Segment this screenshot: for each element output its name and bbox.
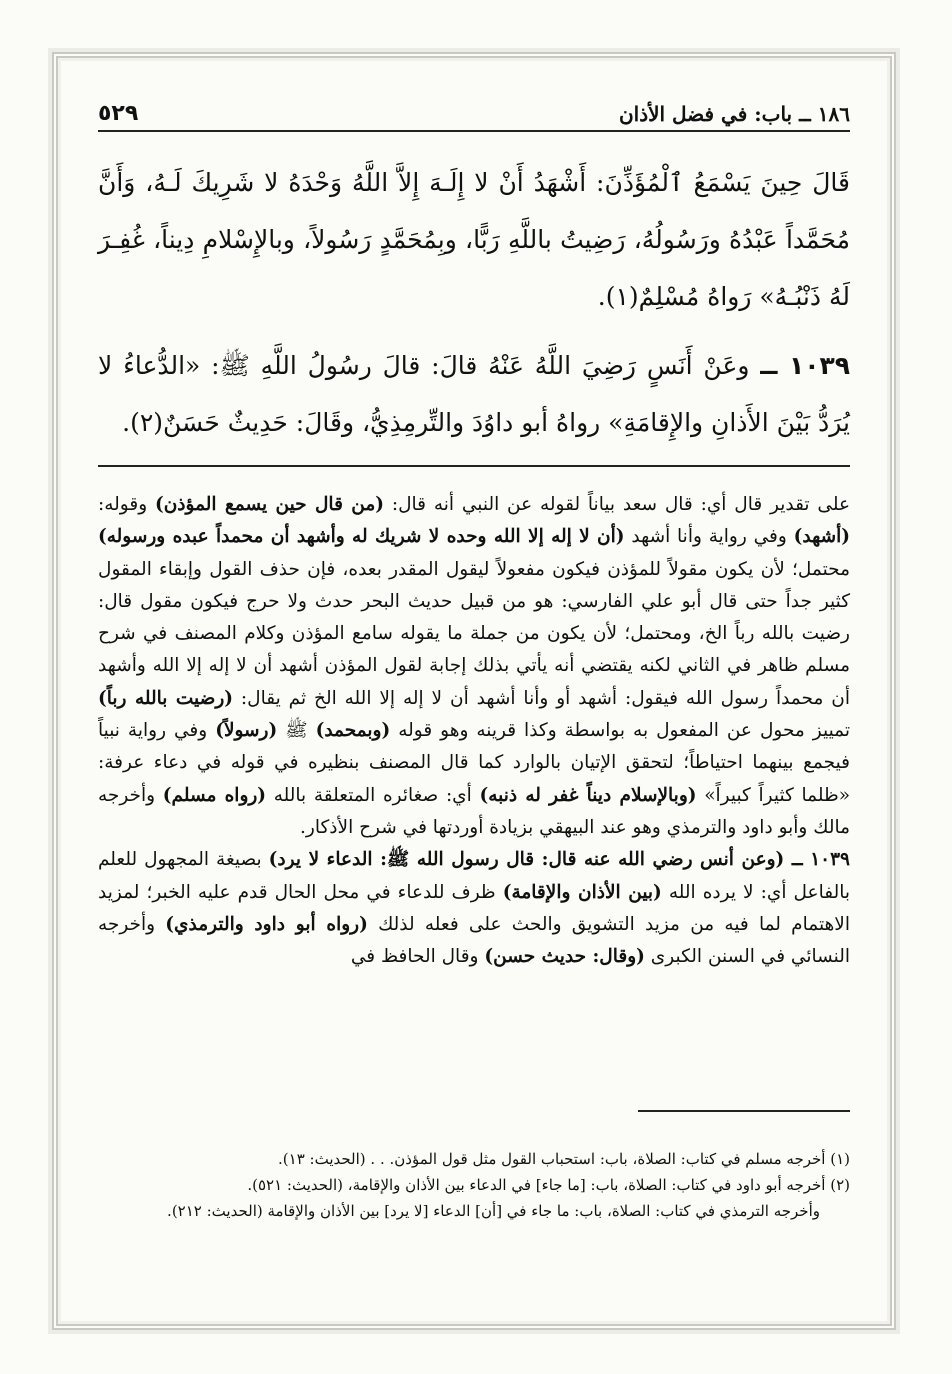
- footnote-2: (٢) أخرجه أبو داود في كتاب: الصلاة، باب: [ما جاء] في الدعاء بين الأذان والإقامة، (الحديث: ٥٢١).: [247, 1176, 850, 1194]
- page-number: ٥٢٩: [98, 101, 139, 126]
- commentary-text: وأخرجه النسائي في السنن الكبرى: [98, 913, 850, 968]
- commentary-quote: (رواه أبو داود والترمذي): [165, 913, 368, 935]
- commentary-text: وقال الحافظ في: [350, 946, 485, 968]
- commentary-quote: (رضيت بالله رباً): [98, 687, 234, 709]
- main-commentary-separator: [98, 465, 850, 467]
- chapter-title: ١٨٦ ــ باب: في فضل الأذان: [618, 102, 850, 126]
- commentary-text: ظرف للدعاء في محل الحال قدم عليه الخبر؛ لمزيد الاهتمام لما فيه من مزيد التشويق والحث على فعله لذلك: [98, 881, 850, 935]
- page-content: [98, 90, 850, 973]
- commentary-quote: (وبمحمد): [315, 720, 391, 742]
- commentary-paragraph-1: [98, 489, 850, 844]
- commentary-text: محتمل؛ لأن يكون مقولاً للمؤذن فيكون مفعولاً ليقول المقدر بعده، فإن حذف القول وإبقاء المقول كثير جداً حتى قال أبو علي الفارسي: هو من قبيل حديث البحر حدث ولا حرج فيكون مقول قال: رضيت بالله رباً الخ، ومحتمل؛ لأن يكون من جملة ما يقوله سامع المؤذن وكلام المصنف في شرح مسلم ظاهر في الثاني لكنه يقتضي أنه يأتي بذلك إجابة لقول المؤذن أشهد أن لا إله إلا الله وأشهد أن محمداً رسول الله فيقول: أشهد أو وأنا أشهد أن لا إله إلا الله الخ ثم يقال:: [98, 558, 850, 709]
- hadith-number: ١٠٣٩ ــ: [760, 351, 850, 380]
- footnotes: [98, 1146, 850, 1224]
- commentary-quote: ١٠٣٩ ــ (وعن أنس رضي الله عنه قال: قال رسول الله ﷺ: الدعاء لا يرد): [268, 849, 850, 871]
- commentary-text: وقوله:: [98, 494, 155, 515]
- commentary-quote: (رسولاً): [215, 720, 278, 742]
- commentary-paragraph-2: [98, 844, 850, 973]
- hadith-1039-text: وعَنْ أَنَسٍ رَضِيَ اللَّهُ عَنْهُ قالَ: قالَ رسُولُ اللَّهِ ﷺ: «الدُّعاءُ لا يُرَدُّ بَيْنَ الأَذانِ والإِقامَةِ» رواهُ أبو داوُدَ والتِّرمِذِيُّ، وقَالَ: حَدِيثٌ حَسَنٌ(٢).: [98, 351, 850, 437]
- footnote-1: (١) أخرجه مسلم في كتاب: الصلاة، باب: استحباب القول مثل قول المؤذن. . . (الحديث: ١٣).: [278, 1150, 850, 1168]
- commentary-text: وفي رواية نبياً فيجمع بينهما احتياطاً؛ لتحقق الإتيان بالوارد كما قال المصنف بنظيره في قوله في دعاء عرفة: «ظلما كثيراً كبيراً»: [98, 720, 851, 806]
- page-header: [98, 90, 850, 132]
- main-text: [98, 154, 850, 451]
- commentary-quote: (بين الأذان والإقامة): [502, 881, 662, 903]
- commentary-text: بصيغة المجهول للعلم بالفاعل أي: لا يرده الله: [98, 849, 850, 903]
- commentary: [98, 489, 850, 973]
- commentary-text: ﷺ: [277, 720, 316, 742]
- commentary-quote: (من قال حين يسمع المؤذن): [154, 494, 385, 515]
- commentary-text: وفي رواية وأنا أشهد: [624, 526, 794, 548]
- hadith-1039: [98, 337, 850, 451]
- commentary-text: على تقدير قال أي: قال سعد بياناً لقوله عن النبي أنه قال:: [384, 494, 850, 515]
- commentary-quote: (رواه مسلم): [162, 784, 267, 806]
- commentary-text: وأخرجه مالك وأبو داود والترمذي وهو عند البيهقي بزيادة أوردتها في شرح الأذكار.: [98, 784, 850, 838]
- footnote-separator: [638, 1110, 850, 1112]
- commentary-text: تمييز محول عن المفعول به بواسطة وكذا قرينه وهو قوله: [390, 720, 851, 742]
- footnote-2-continued: وأخرجه الترمذي في كتاب: الصلاة، باب: ما جاء في [أن] الدعاء [لا يرد] بين الأذان والإقامة (الحديث: ٢١٢).: [167, 1202, 820, 1220]
- commentary-quote: (أشهد): [793, 526, 850, 548]
- commentary-text: أي: صغائره المتعلقة بالله: [266, 784, 480, 806]
- commentary-quote: (وبالإسلام ديناً غفر له ذنبه): [479, 784, 697, 806]
- hadith-1038-ending: قَالَ حِينَ يَسْمَعُ ٱلْمُؤَذِّنَ: أَشْهَدُ أَنْ لا إِلَـهَ إِلاَّ اللَّهُ وَحْدَهُ لا شَرِيكَ لَـهُ، وَأَنَّ مُحَمَّداً عَبْدُهُ ورَسُولُهُ، رَضِيتُ باللَّهِ رَبًّا، وبِمُحَمَّدٍ رَسُولاً، وبالإِسْلامِ دِيناً، غُفِـرَ لَهُ ذَنْبُـهُ» رَواهُ مُسْلِمٌ(١).: [98, 168, 850, 311]
- commentary-quote: (وقال: حديث حسن): [484, 946, 645, 968]
- commentary-quote: (أن لا إله إلا الله وحده لا شريك له وأشهد أن محمداً عبده ورسوله): [98, 526, 625, 548]
